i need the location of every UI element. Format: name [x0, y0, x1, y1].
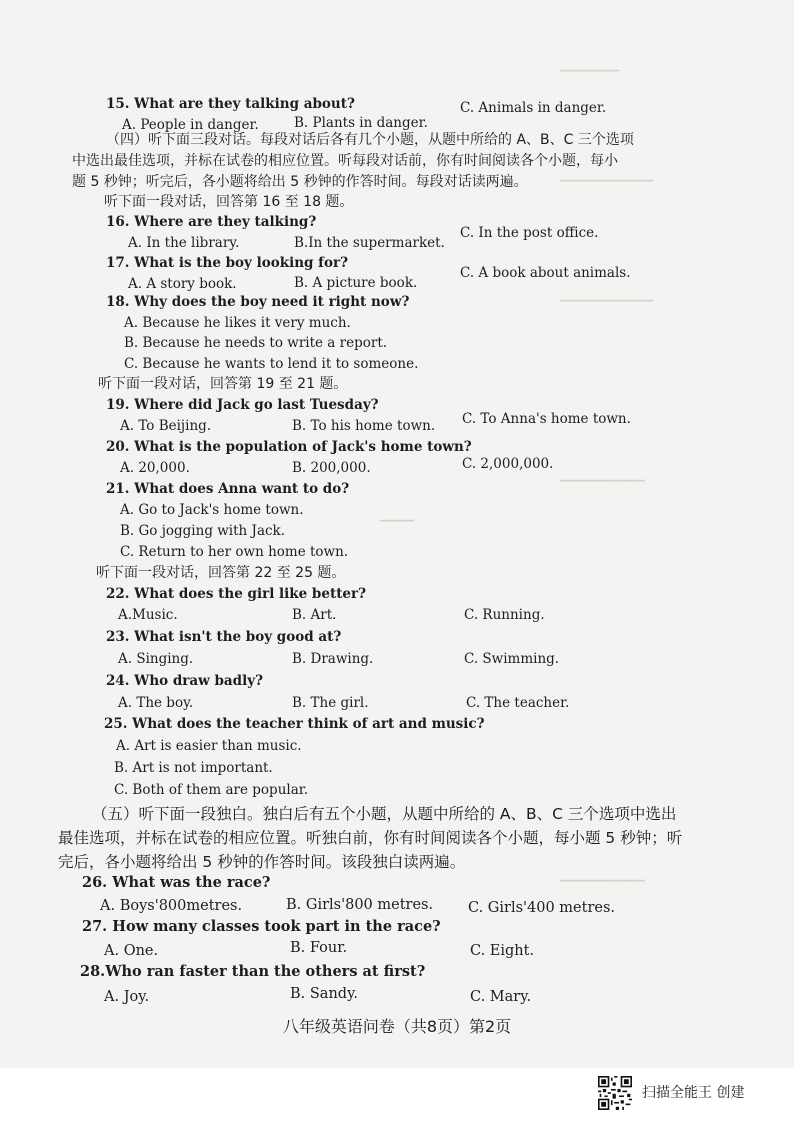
section4-sub-instruction-3: 听下面一段对话，回答第 22 至 25 题。	[96, 565, 346, 581]
q20-option-c: C. 2,000,000.	[462, 456, 554, 472]
q21-option-c: C. Return to her own home town.	[120, 544, 349, 560]
question-18: 18. Why does the boy need it right now?	[106, 294, 410, 310]
q18-option-a: A. Because he likes it very much.	[124, 315, 351, 331]
section5-instructions-line2: 最佳选项，并标在试卷的相应位置。听独白前，你有时间阅读各个小题，每小题 5 秒钟；听	[58, 829, 683, 847]
q27-option-b: B. Four.	[290, 940, 348, 956]
q24-option-c: C. The teacher.	[466, 695, 570, 711]
q23-option-c: C. Swimming.	[464, 651, 560, 667]
q25-option-b: B. Art is not important.	[114, 760, 273, 776]
q16-option-b: B.In the supermarket.	[294, 235, 445, 251]
q17-option-b: B. A picture book.	[294, 275, 418, 291]
q27-option-a: A. One.	[104, 943, 159, 959]
q26-option-c: C. Girls'400 metres.	[468, 900, 616, 916]
q16-option-c: C. In the post office.	[460, 225, 599, 241]
q15-option-b: B. Plants in danger.	[294, 115, 428, 131]
question-22: 22. What does the girl like better?	[106, 586, 367, 602]
q27-option-c: C. Eight.	[470, 943, 535, 959]
page-footer: 八年级英语问卷（共8页）第2页	[282, 1017, 512, 1036]
q15-option-c: C. Animals in danger.	[460, 100, 607, 116]
question-20: 20. What is the population of Jack's home town?	[106, 439, 472, 455]
q22-option-b: B. Art.	[292, 607, 337, 623]
q18-option-b: B. Because he needs to write a report.	[124, 335, 388, 351]
question-24: 24. Who draw badly?	[106, 673, 263, 689]
q22-option-a: A.Music.	[118, 607, 178, 623]
q28-option-b: B. Sandy.	[290, 986, 358, 1002]
q26-option-b: B. Girls'800 metres.	[286, 897, 434, 913]
q25-option-a: A. Art is easier than music.	[116, 738, 302, 754]
q28-option-a: A. Joy.	[104, 989, 150, 1005]
qr-code-icon	[598, 1076, 632, 1110]
bleed-through-text: ▔▔▔▔▔▔▔	[560, 70, 620, 83]
bleed-through-text: ▔▔▔▔▔▔▔▔▔▔▔	[560, 180, 654, 193]
q26-option-a: A. Boys'800metres.	[100, 898, 243, 914]
question-27: 27. How many classes took part in the race?	[82, 918, 441, 935]
q21-option-b: B. Go jogging with Jack.	[120, 523, 286, 539]
bleed-through-text: ▔▔▔▔▔▔▔▔▔▔	[560, 880, 645, 893]
section5-instructions-line3: 完后，各小题将给出 5 秒钟的作答时间。该段独白读两遍。	[58, 853, 466, 871]
question-26: 26. What was the race?	[82, 874, 271, 891]
section4-sub-instruction-1: 听下面一段对话，回答第 16 至 18 题。	[104, 194, 354, 210]
question-19: 19. Where did Jack go last Tuesday?	[106, 397, 379, 413]
q24-option-b: B. The girl.	[292, 695, 369, 711]
question-23: 23. What isn't the boy good at?	[106, 629, 342, 645]
question-17: 17. What is the boy looking for?	[106, 255, 349, 271]
section4-instructions-line1: （四）听下面三段对话。每段对话后各有几个小题，从题中所给的 A、B、C 三个选项	[106, 132, 634, 148]
q17-option-a: A. A story book.	[128, 276, 237, 292]
q25-option-c: C. Both of them are popular.	[114, 782, 309, 798]
q28-option-c: C. Mary.	[470, 989, 532, 1005]
section4-instructions-line3: 题 5 秒钟；听完后，各小题将给出 5 秒钟的作答时间。每段对话读两遍。	[72, 174, 528, 190]
question-16: 16. Where are they talking?	[106, 214, 317, 230]
q18-option-c: C. Because he wants to lend it to someone.	[124, 356, 419, 372]
bleed-through-text: ▔▔▔▔	[380, 520, 414, 533]
question-21: 21. What does Anna want to do?	[106, 481, 350, 497]
q20-option-a: A. 20,000.	[120, 460, 190, 476]
q23-option-b: B. Drawing.	[292, 651, 374, 667]
q24-option-a: A. The boy.	[118, 695, 194, 711]
question-15: 15. What are they talking about?	[106, 96, 355, 112]
question-28: 28.Who ran faster than the others at first?	[80, 963, 426, 980]
scanner-watermark-label: 扫描全能王 创建	[642, 1085, 745, 1101]
q19-option-c: C. To Anna's home town.	[462, 411, 631, 427]
bleed-through-text: ▔▔▔▔▔▔▔▔▔▔▔	[560, 300, 654, 313]
q19-option-a: A. To Beijing.	[120, 418, 212, 434]
q17-option-c: C. A book about animals.	[460, 265, 631, 281]
bleed-through-text: ▔▔▔▔▔▔▔▔▔▔	[560, 480, 645, 493]
section5-instructions-line1: （五）听下面一段独白。独白后有五个小题，从题中所给的 A、B、C 三个选项中选出	[92, 805, 677, 823]
q23-option-a: A. Singing.	[118, 651, 194, 667]
q19-option-b: B. To his home town.	[292, 418, 436, 434]
q20-option-b: B. 200,000.	[292, 460, 371, 476]
section4-instructions-line2: 中选出最佳选项，并标在试卷的相应位置。听每段对话前，你有时间阅读各个小题，每小	[72, 153, 618, 169]
q22-option-c: C. Running.	[464, 607, 545, 623]
q15-option-a: A. People in danger.	[122, 117, 259, 133]
question-25: 25. What does the teacher think of art and music?	[104, 716, 485, 732]
q16-option-a: A. In the library.	[128, 235, 240, 251]
section4-sub-instruction-2: 听下面一段对话，回答第 19 至 21 题。	[98, 376, 348, 392]
q21-option-a: A. Go to Jack's home town.	[120, 502, 304, 518]
